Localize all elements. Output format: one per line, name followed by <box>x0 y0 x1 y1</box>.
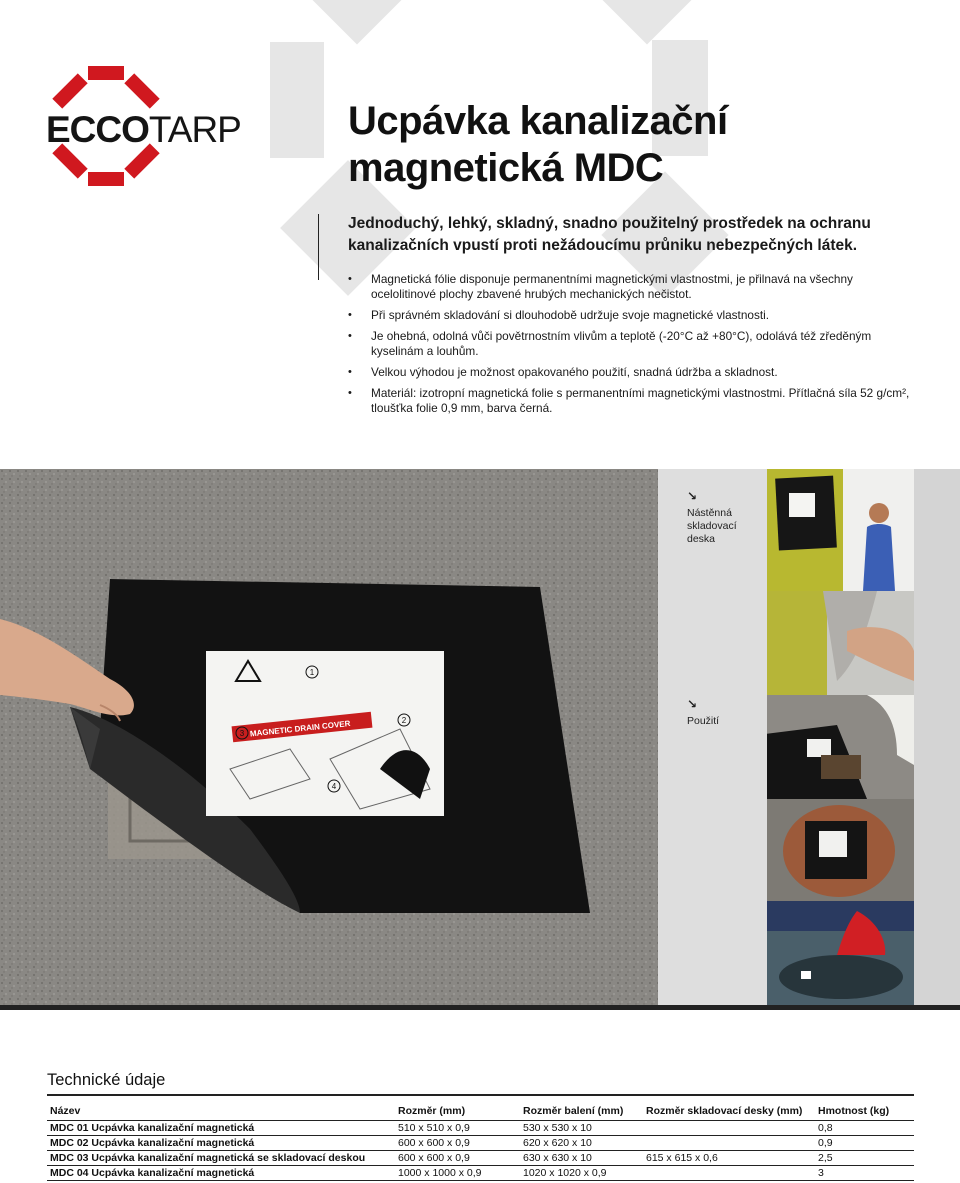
column-header-name: Název <box>47 1104 395 1120</box>
decorative-shape <box>308 0 407 44</box>
table-row <box>47 1135 914 1150</box>
cell-size: 510 x 510 x 0,9 <box>395 1120 520 1135</box>
cell-name: MDC 04 Ucpávka kanalizační magnetická <box>47 1165 395 1180</box>
tech-section-title: Technické údaje <box>47 1071 166 1089</box>
feature-item: • Materiál: izotropní magnetická folie s permanentními magnetickými vlastnostmi. Přítlačná síla 52 g/cm², tloušťka folie 0,9 mm, barva černá. <box>348 386 918 416</box>
thumb-wall-board-photo <box>767 469 914 591</box>
cell-weight: 2,5 <box>815 1150 914 1165</box>
feature-list <box>348 272 918 422</box>
arrow-down-right-icon: ↘ <box>687 489 698 503</box>
tech-section-rule <box>47 1094 914 1096</box>
main-photo <box>0 469 658 1005</box>
table-row <box>47 1120 914 1135</box>
logo-wordmark <box>46 110 241 150</box>
table-row <box>47 1150 914 1165</box>
column-header-size: Rozměr (mm) <box>395 1104 520 1120</box>
cell-size: 600 x 600 x 0,9 <box>395 1150 520 1165</box>
page-title <box>348 98 908 192</box>
feature-item: • Je ohebná, odolná vůči povětrnostním vlivům a teplotě (-20°C až +80°C), odolává též zředěným kyselinám a louhům. <box>348 329 918 359</box>
title-line-1: Ucpávka kanalizační <box>348 99 728 143</box>
band-bottom-rule <box>0 1005 960 1010</box>
cell-weight: 0,9 <box>815 1135 914 1150</box>
step-2-number: 2 <box>401 716 407 725</box>
decorative-shape <box>598 0 697 44</box>
logo-tarp-text: TARP <box>148 109 241 150</box>
cell-package-size: 1020 x 1020 x 0,9 <box>520 1165 643 1180</box>
feature-item: • Při správném skladování si dlouhodobě udržuje svoje magnetické vlastnosti. <box>348 308 918 323</box>
step-1-number: 1 <box>309 668 315 677</box>
table-row <box>47 1165 914 1180</box>
cell-name: MDC 02 Ucpávka kanalizační magnetická <box>47 1135 395 1150</box>
step-4-number: 4 <box>331 782 337 791</box>
label-wall-board-text: Nástěnná skladovací deska <box>687 507 737 545</box>
lead-text: Jednoduchý, lehký, skladný, snadno použitelný prostředek na ochranu kanalizačních vpustí proti nežádoucímu průniku nebezpečných látek. <box>348 215 871 254</box>
cell-name: MDC 01 Ucpávka kanalizační magnetická <box>47 1120 395 1135</box>
step-3-number: 3 <box>239 729 245 738</box>
cell-weight: 3 <box>815 1165 914 1180</box>
cell-weight: 0,8 <box>815 1120 914 1135</box>
sheet-label-tspan: MAGNETIC DRAIN COVER <box>249 718 351 739</box>
cell-name: MDC 03 Ucpávka kanalizační magnetická se skladovací deskou <box>47 1150 395 1165</box>
decorative-shape <box>270 42 324 158</box>
cell-board-size: 615 x 615 x 0,6 <box>643 1150 815 1165</box>
cell-size: 1000 x 1000 x 0,9 <box>395 1165 520 1180</box>
cell-board-size <box>643 1165 815 1180</box>
feature-item: • Magnetická fólie disponuje permanentními magnetickými vlastnostmi, je přilnavá na všechny ocelolitinové plochy zbavené hrubých mechanických nečistot. <box>348 272 918 302</box>
vertical-rule <box>318 214 319 280</box>
ecco-tarp-logo <box>44 64 264 188</box>
band-right-strip <box>914 469 960 1005</box>
label-wall-board <box>687 489 757 546</box>
cell-size: 600 x 600 x 0,9 <box>395 1135 520 1150</box>
spec-table <box>47 1104 914 1181</box>
label-use <box>687 697 757 728</box>
cell-package-size: 630 x 630 x 10 <box>520 1150 643 1165</box>
column-header-board-size: Rozměr skladovací desky (mm) <box>643 1104 815 1120</box>
label-use-text: Použití <box>687 715 720 727</box>
logo-ecco-text: ECCO <box>46 109 149 150</box>
table-header-row <box>47 1104 914 1120</box>
column-header-weight: Hmotnost (kg) <box>815 1104 914 1120</box>
cell-board-size <box>643 1120 815 1135</box>
feature-item: • Velkou výhodou je možnost opakovaného použití, snadná údržba a skladnost. <box>348 365 918 380</box>
thumb-round-drain-photo <box>767 799 914 901</box>
column-header-package-size: Rozměr balení (mm) <box>520 1104 643 1120</box>
thumb-street-drain-photo <box>767 695 914 799</box>
title-line-2: magnetická MDC <box>348 146 664 190</box>
arrow-down-right-icon: ↘ <box>687 697 698 711</box>
thumb-peel-photo <box>767 591 914 695</box>
cell-package-size: 530 x 530 x 10 <box>520 1120 643 1135</box>
cell-package-size: 620 x 620 x 10 <box>520 1135 643 1150</box>
thumb-chemical-spill-photo <box>767 901 914 1005</box>
cell-board-size <box>643 1135 815 1150</box>
